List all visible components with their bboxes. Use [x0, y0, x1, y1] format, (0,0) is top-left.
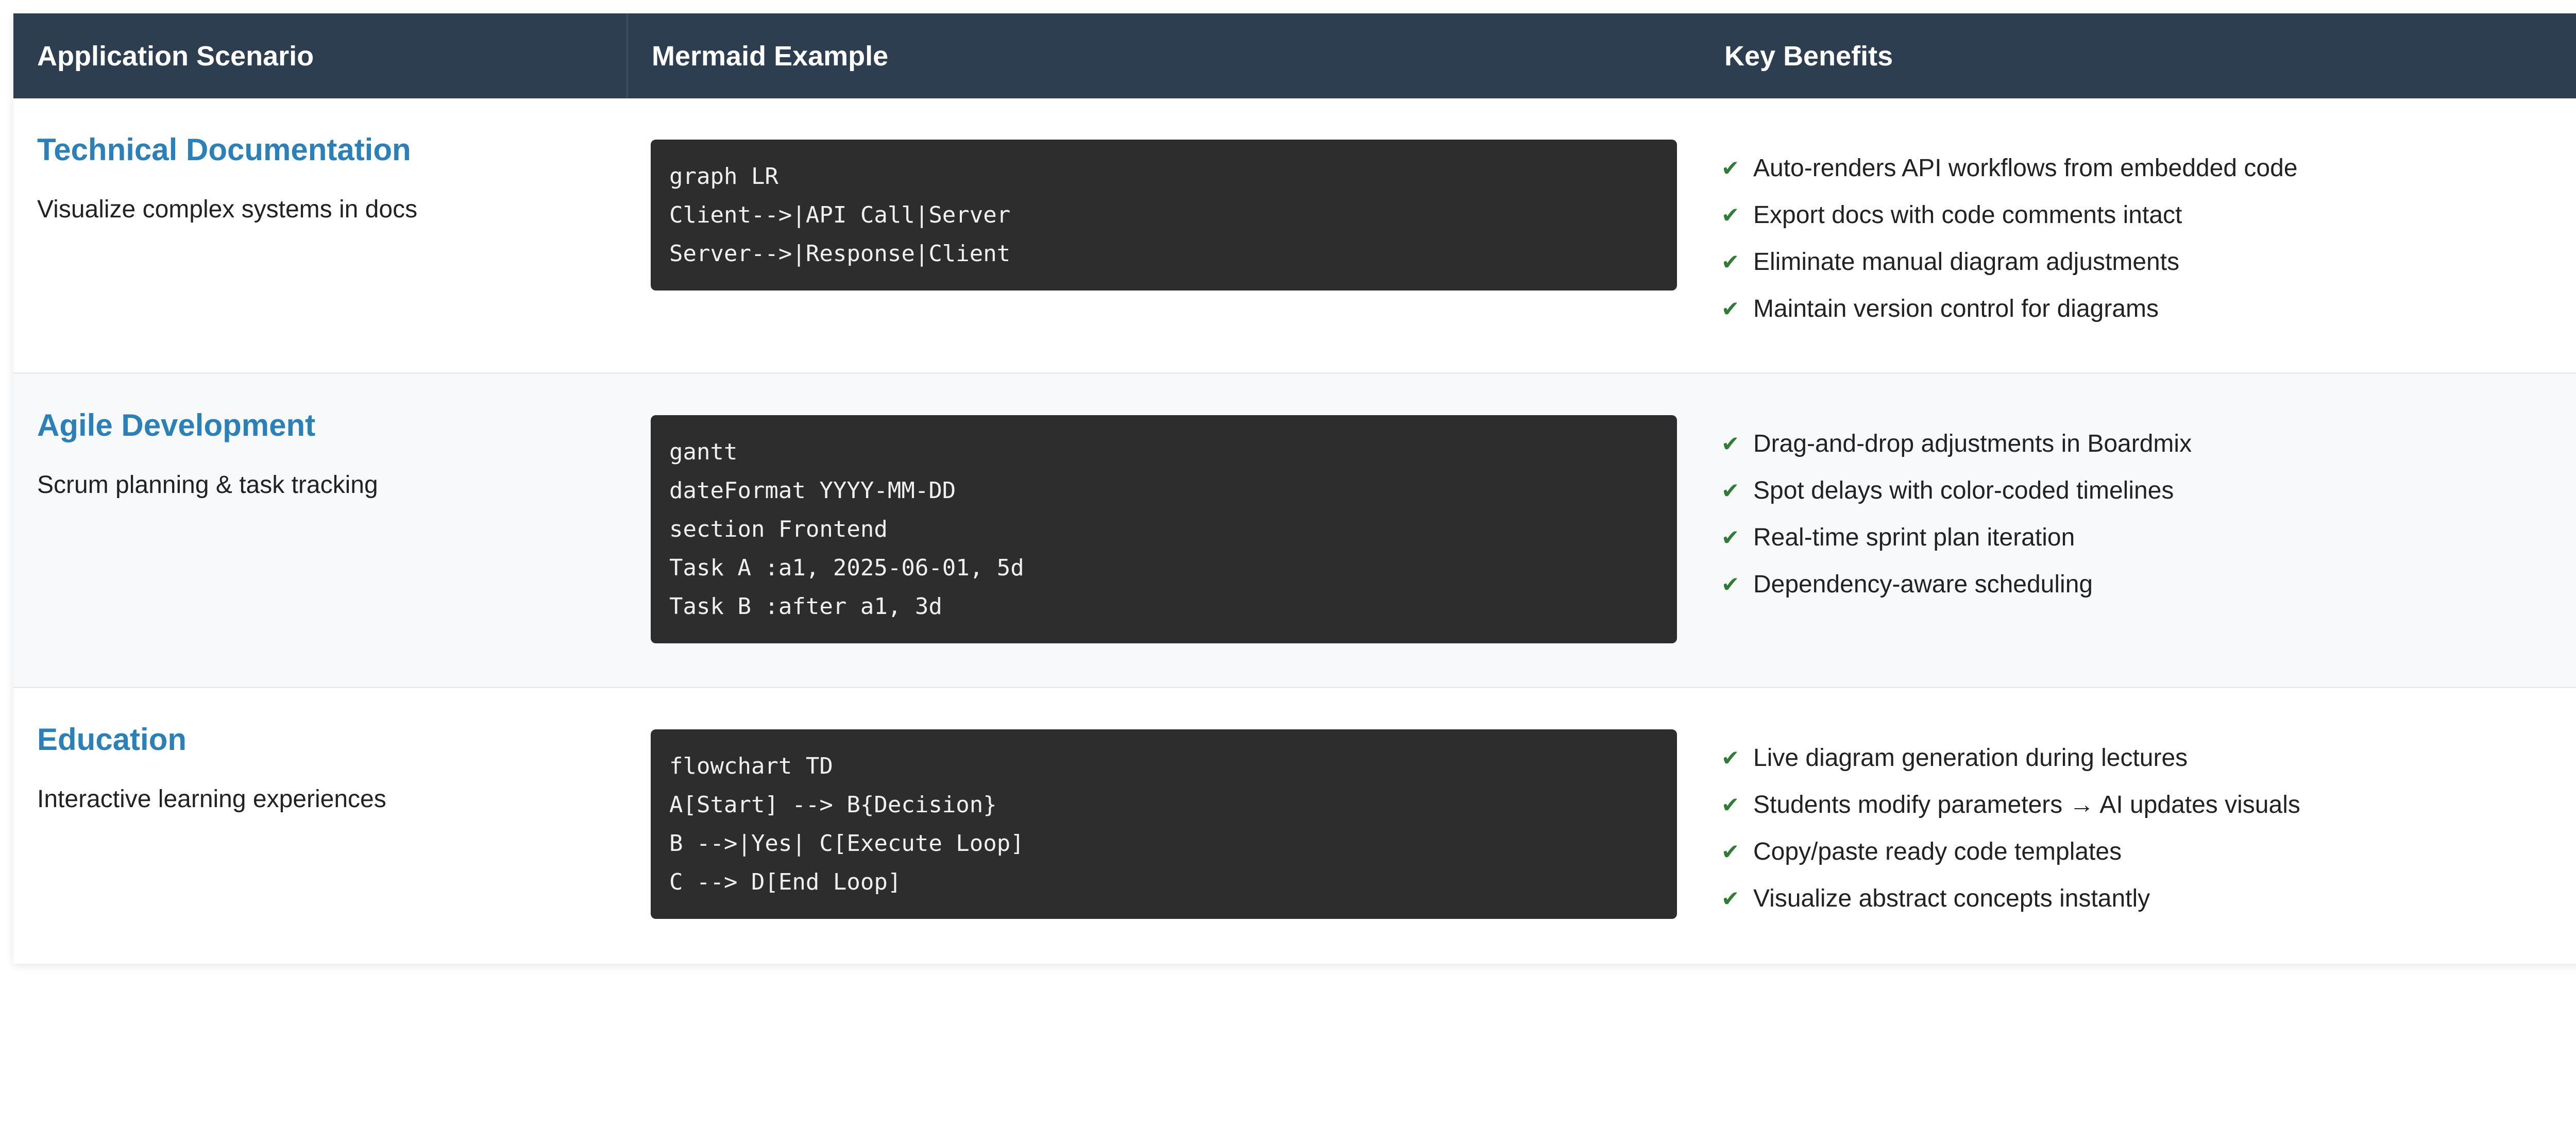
- example-cell: [628, 688, 1701, 964]
- benefit-text: Live diagram generation during lectures: [1753, 744, 2188, 772]
- list-item: [1721, 514, 2576, 561]
- benefit-text: Spot delays with color-coded timelines: [1753, 477, 2174, 504]
- scenario-description: Interactive learning experiences: [37, 786, 386, 813]
- benefit-text: Drag-and-drop adjustments in Boardmix: [1753, 430, 2192, 457]
- list-item: [1721, 238, 2576, 285]
- benefit-text: Export docs with code comments intact: [1753, 201, 2182, 229]
- benefit-text: Maintain version control for diagrams: [1753, 295, 2159, 322]
- code-block[interactable]: gantt dateFormat YYYY-MM-DD section Frontend Task A :a1, 2025-06-01, 5d Task B :after a1, 3d: [651, 415, 1677, 643]
- header-key-benefits: Key Benefits: [1724, 40, 1893, 72]
- benefit-text: Copy/paste ready code templates: [1753, 838, 2122, 865]
- check-icon: ✔: [1721, 840, 1740, 864]
- benefit-text: Real-time sprint plan iteration: [1753, 524, 2075, 551]
- header-mermaid-example: Mermaid Example: [652, 40, 889, 72]
- code-block[interactable]: graph LR Client-->|API Call|Server Server-->|Response|Client: [651, 140, 1677, 291]
- scenario-description: Scrum planning & task tracking: [37, 471, 378, 499]
- scenario-cell: [13, 374, 628, 687]
- benefits-cell: [1701, 374, 2576, 687]
- check-icon: ✔: [1721, 525, 1740, 550]
- table-header: [13, 13, 2576, 98]
- check-icon: ✔: [1721, 572, 1740, 596]
- example-cell: [628, 98, 1701, 372]
- benefit-text: Students modify parameters → AI updates visuals: [1753, 791, 2300, 818]
- benefit-text: Eliminate manual diagram adjustments: [1753, 248, 2180, 276]
- list-item: [1721, 828, 2576, 875]
- check-icon: ✔: [1721, 886, 1740, 911]
- check-icon: ✔: [1721, 297, 1740, 321]
- check-icon: ✔: [1721, 432, 1740, 456]
- benefits-cell: [1701, 98, 2576, 372]
- check-icon: ✔: [1721, 479, 1740, 503]
- list-item: [1721, 875, 2576, 922]
- list-item: [1721, 467, 2576, 514]
- benefits-cell: [1701, 688, 2576, 964]
- scenario-title: Technical Documentation: [37, 132, 411, 167]
- list-item: [1721, 420, 2576, 467]
- list-item: [1721, 285, 2576, 332]
- scenario-title: Agile Development: [37, 408, 316, 442]
- table-row: [13, 374, 2576, 688]
- scenario-table: [13, 13, 2576, 964]
- list-item: [1721, 781, 2576, 828]
- scenario-cell: [13, 98, 628, 372]
- benefits-list: [1721, 420, 2576, 608]
- scenario-cell: [13, 688, 628, 964]
- list-item: [1721, 192, 2576, 238]
- code-block[interactable]: flowchart TD A[Start] --> B{Decision} B -->|Yes| C[Execute Loop] C --> D[End Loop]: [651, 729, 1677, 919]
- list-item: [1721, 145, 2576, 192]
- check-icon: ✔: [1721, 203, 1740, 227]
- scenario-description: Visualize complex systems in docs: [37, 196, 418, 223]
- example-cell: [628, 374, 1701, 687]
- benefits-list: [1721, 145, 2576, 332]
- list-item: [1721, 735, 2576, 781]
- table-row: [13, 688, 2576, 964]
- benefit-text: Dependency-aware scheduling: [1753, 571, 2093, 598]
- check-icon: ✔: [1721, 156, 1740, 180]
- list-item: [1721, 561, 2576, 608]
- check-icon: ✔: [1721, 793, 1740, 817]
- table-row: [13, 98, 2576, 374]
- header-application-scenario: Application Scenario: [13, 13, 628, 98]
- benefit-text: Auto-renders API workflows from embedded code: [1753, 155, 2298, 182]
- scenario-title: Education: [37, 722, 187, 757]
- check-icon: ✔: [1721, 250, 1740, 274]
- benefit-text: Visualize abstract concepts instantly: [1753, 885, 2150, 912]
- check-icon: ✔: [1721, 746, 1740, 770]
- benefits-list: [1721, 735, 2576, 922]
